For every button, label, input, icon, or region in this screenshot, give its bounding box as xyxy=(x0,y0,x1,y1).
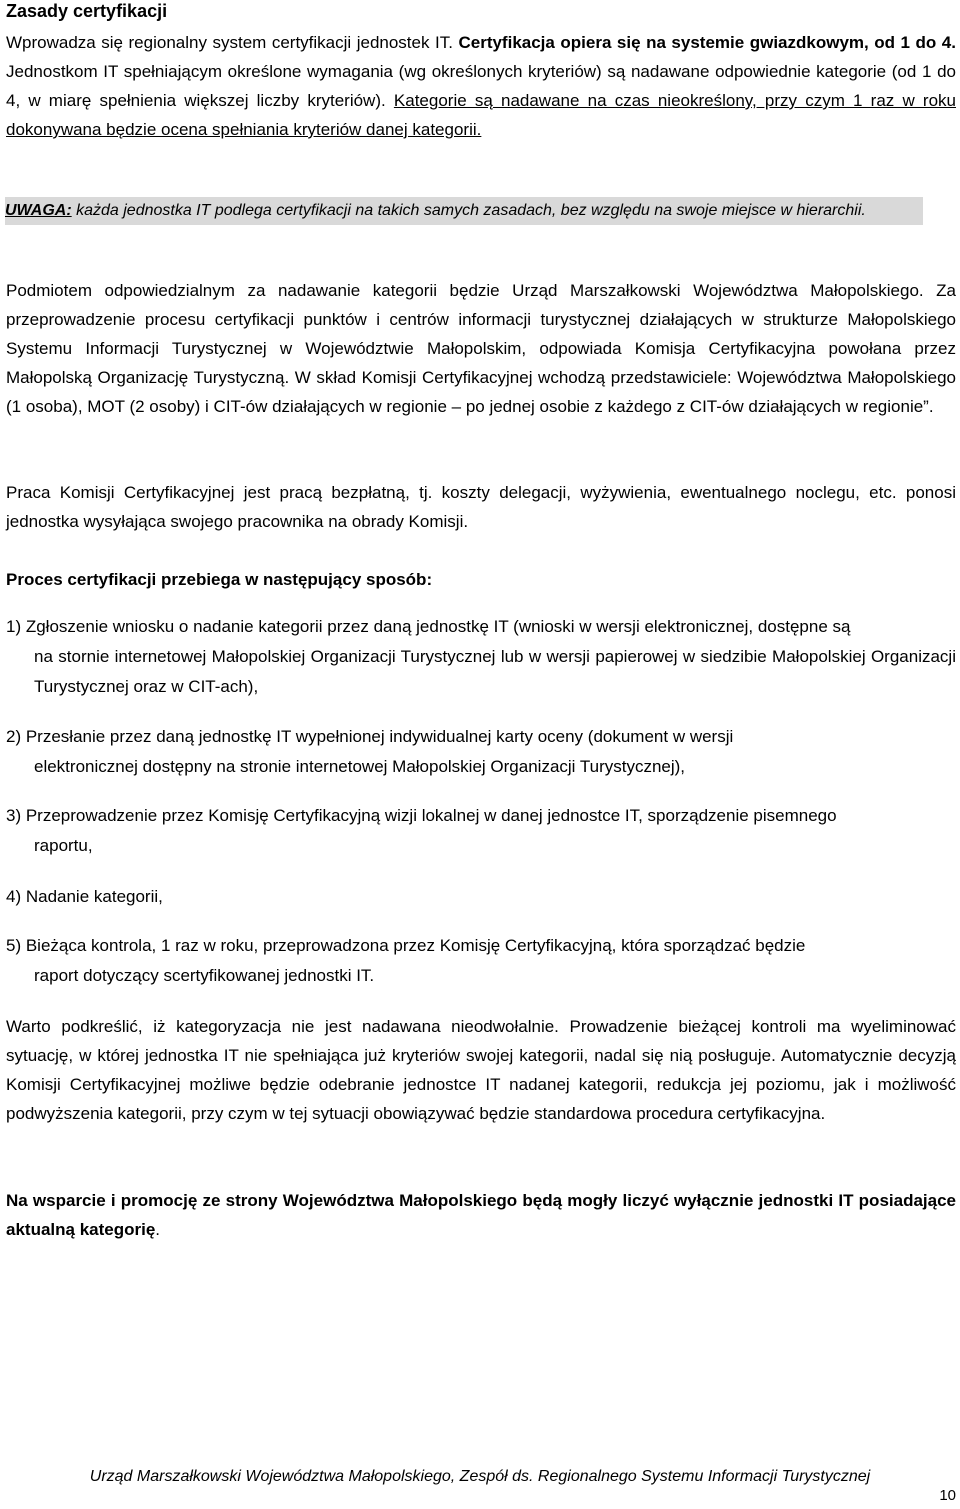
process-heading: Proces certyfikacji przebiega w następujący sposób: xyxy=(6,570,433,589)
notice-text: każda jednostka IT podlega certyfikacji na takich samych zasadach, bez względu na swoje miejsce w hierarchii. xyxy=(71,202,866,219)
step-2-continuation: elektronicznej dostępny na stronie internetowej Małopolskiej Organizacji Turystycznej), xyxy=(34,757,686,776)
list-item xyxy=(6,722,956,782)
responsibility-paragraph: Podmiotem odpowiedzialnym za nadawanie kategorii będzie Urząd Marszałkowski Województwa Małopolskiego. Za przeprowadzenie procesu certyfikacji punktów i centrów informacji turystycznej działających w strukturze Małopolskiego Systemu Informacji Turystycznej w Województwie Małopolskim, odpowiada Komisja Certyfikacyjna powołana przez Małopolską Organizację Turystyczną. W skład Komisji Certyfikacyjnej wchodzą przedstawiciele: Województwa Małopolskiego (1 osoba), MOT (2 osoby) i CIT-ów działających w regionie – po jednej osobie z każdego z CIT-ów działających w regionie”. xyxy=(6,281,956,416)
list-item xyxy=(6,882,956,912)
commission-work-paragraph: Praca Komisji Certyfikacyjnej jest pracą bezpłatną, tj. koszty delegacji, wyżywienia, ewentualnego noclegu, etc. ponosi jednostka wysyłająca swojego pracownika na obrady Komisji. xyxy=(6,483,956,531)
step-5-continuation: raport dotyczący scertyfikowanej jednostki IT. xyxy=(34,966,375,985)
intro-text-1: Wprowadza się regionalny system certyfikacji jednostek IT. xyxy=(6,33,459,52)
step-5-first-line: 5) Bieżąca kontrola, 1 raz w roku, przeprowadzona przez Komisję Certyfikacyjną, która sporządzać będzie xyxy=(6,936,806,955)
list-item xyxy=(6,801,956,861)
intro-bold-text: Certyfikacja opiera się na systemie gwiazdkowym, od 1 do 4. xyxy=(458,33,956,52)
intro-text-2: Jednostkom IT spełniającym określone wymagania (wg określonych kryteriów) są nadawane odpowiednie kategorie (od 1 do 4, w miarę spełnienia większej liczby kryteriów). xyxy=(6,62,956,110)
step-1-first-line: 1) Zgłoszenie wniosku o nadanie kategorii przez daną jednostkę IT (wnioski w wersji elektronicznej, dostępne są xyxy=(6,617,851,636)
support-bold-text: Na wsparcie i promocję ze strony Województwa Małopolskiego będą mogły liczyć wyłącznie jednostki IT posiadające aktualną kategorię xyxy=(6,1191,956,1239)
step-4-first-line: 4) Nadanie kategorii, xyxy=(6,887,163,906)
page-number: 10 xyxy=(939,1487,956,1504)
step-3-continuation: raportu, xyxy=(34,836,93,855)
list-item xyxy=(6,931,956,991)
support-period: . xyxy=(155,1220,161,1239)
list-item xyxy=(6,612,956,702)
step-2-first-line: 2) Przesłanie przez daną jednostkę IT wypełnionej indywidualnej karty oceny (dokument w wersji xyxy=(6,727,734,746)
step-3-first-line: 3) Przeprowadzenie przez Komisję Certyfikacyjną wizji lokalnej w danej jednostce IT, sporządzenie pisemnego xyxy=(6,806,837,825)
categorization-paragraph: Warto podkreślić, iż kategoryzacja nie jest nadawana nieodwołalnie. Prowadzenie bieżącej kontroli ma wyeliminować sytuację, w której jednostka IT nie spełniająca już kryteriów swojej kategorii, nadal się nią posługuje. Automatycznie decyzją Komisji Certyfikacyjnej możliwe będzie odebranie jednostce IT nadanej kategorii, redukcja jej poziomu, jak i możliwość podwyższenia kategorii, przy czym w tej sytuacji obowiązywać będzie standardowa procedura certyfikacyjna. xyxy=(6,1017,956,1123)
page-footer: Urząd Marszałkowski Województwa Małopolskiego, Zespół ds. Regionalnego Systemu Informacji Turystycznej xyxy=(89,1468,871,1485)
intro-underlined-text: Kategorie są nadawane na czas nieokreślony, przy czym 1 raz w roku dokonywana będzie ocena spełniania kryteriów danej kategorii. xyxy=(6,91,956,139)
step-1-continuation: na stornie internetowej Małopolskiej Organizacji Turystycznej lub w wersji papierowej w siedzibie Małopolskiej Organizacji Turystycznej oraz w CIT-ach), xyxy=(34,647,956,696)
notice-label: UWAGA: xyxy=(5,202,72,219)
intro-paragraph xyxy=(6,28,956,144)
notice-box xyxy=(5,197,923,225)
page-title: Zasady certyfikacji xyxy=(6,1,168,21)
support-paragraph xyxy=(6,1186,956,1244)
